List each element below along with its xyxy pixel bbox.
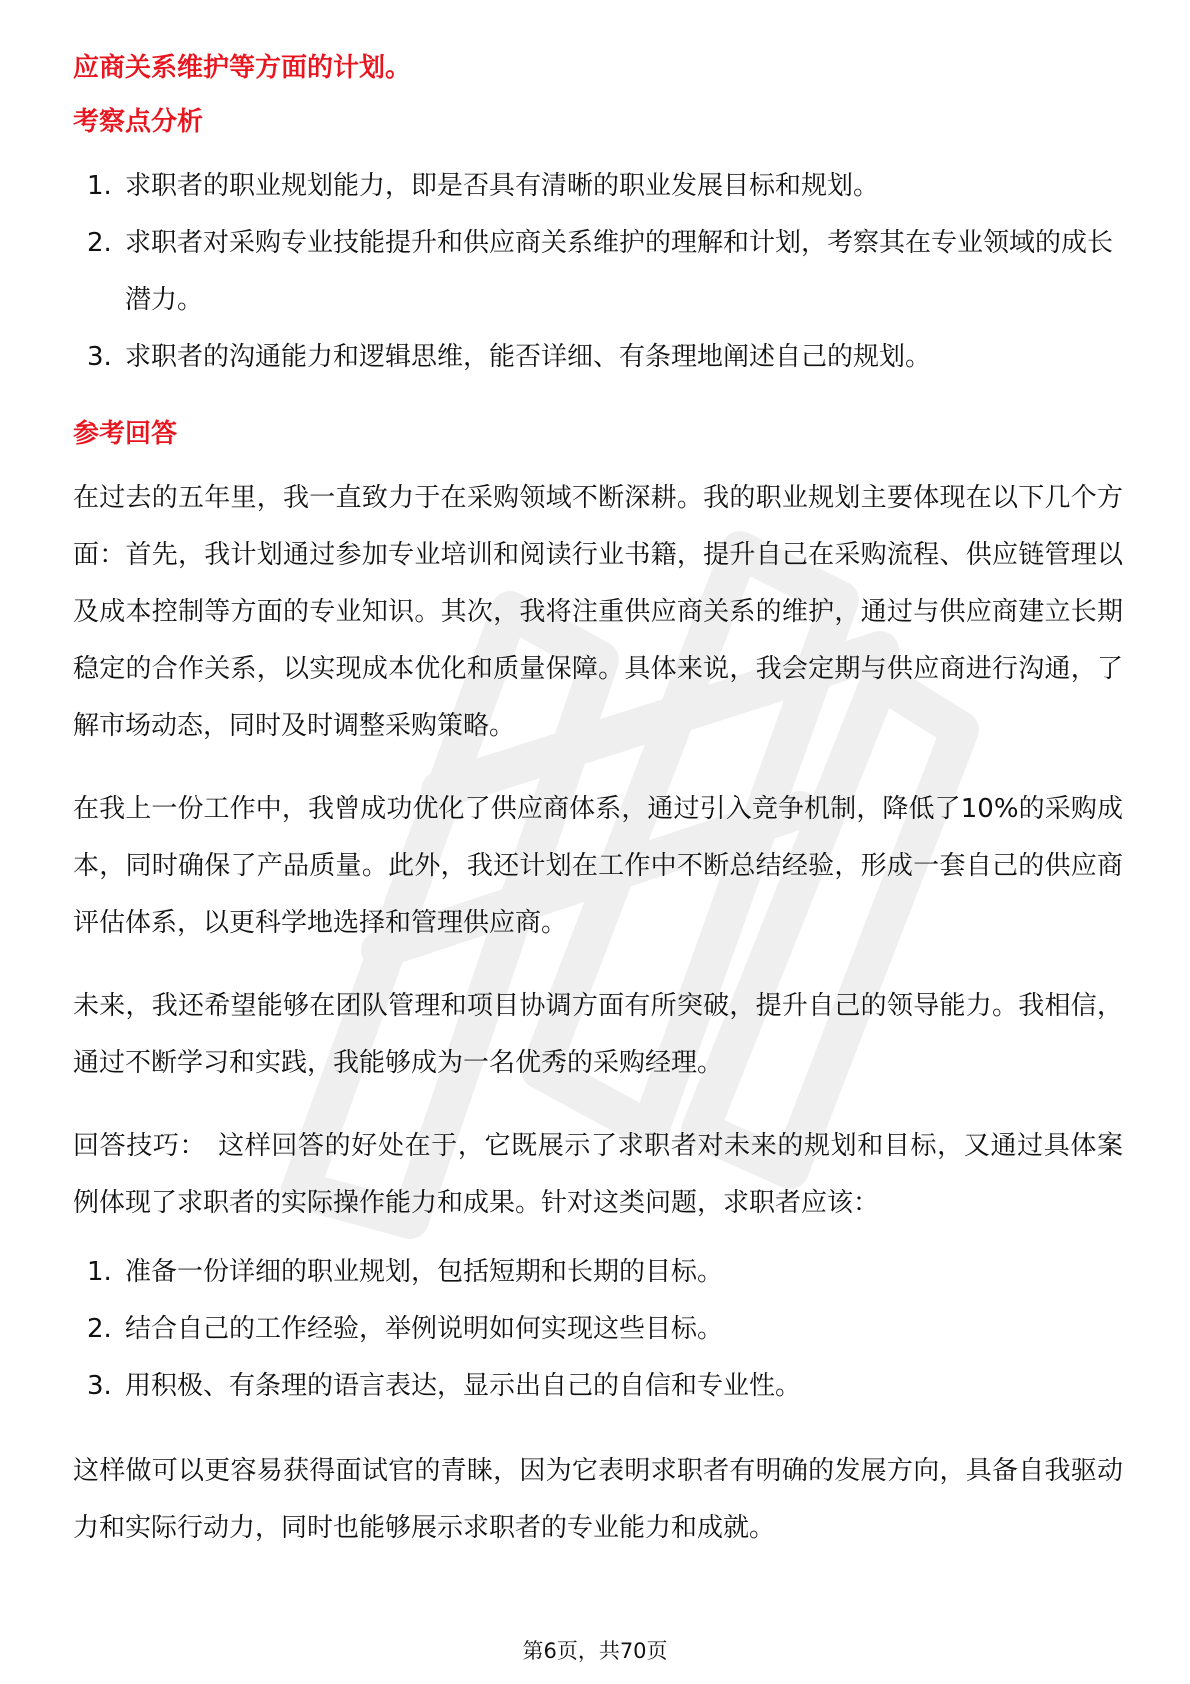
list-item [73,1301,1123,1358]
list-item [73,158,1123,215]
list-item-text: 求职者的职业规划能力，即是否具有清晰的职业发展目标和规划。 [125,171,880,201]
reference-answer-heading: 参考回答 [73,419,178,449]
list-item-text: 求职者的沟通能力和逻辑思维，能否详细、有条理地阐述自己的规划。 [125,342,932,372]
list-item-text: 准备一份详细的职业规划，包括短期和长期的目标。 [125,1257,724,1287]
list-item-number: 1. [87,1257,112,1287]
list-item-text: 结合自己的工作经验，举例说明如何实现这些目标。 [125,1314,724,1344]
list-item [73,329,1123,386]
list-item-number: 3. [87,1371,112,1401]
document-content [73,48,1123,1583]
analysis-heading: 考察点分析 [73,107,204,137]
analysis-list [73,158,1123,386]
tips-text: 这样回答的好处在于，它既展示了求职者对未来的规划和目标，又通过具体案例体现了求职者的实际操作能力和成果。针对这类问题，求职者应该： [73,1131,1123,1218]
conclusion-paragraph: 这样做可以更容易获得面试官的青睐，因为它表明求职者有明确的发展方向，具备自我驱动力和实际行动力，同时也能够展示求职者的专业能力和成就。 [73,1456,1123,1543]
list-item-number: 2. [87,1314,112,1344]
page-number: 第6页，共70页 [522,1639,668,1663]
list-item [73,1244,1123,1301]
answer-paragraph: 在我上一份工作中，我曾成功优化了供应商体系，通过引入竞争机制，降低了10%的采购成本，同时确保了产品质量。此外，我还计划在工作中不断总结经验，形成一套自己的供应商评估体系，以更科学地选择和管理供应商。 [73,794,1123,938]
list-item-text: 求职者对采购专业技能提升和供应商关系维护的理解和计划，考察其在专业领域的成长潜力。 [125,228,1114,315]
tips-paragraph [73,1118,1123,1232]
list-item-number: 1. [87,171,112,201]
answer-paragraph: 未来，我还希望能够在团队管理和项目协调方面有所突破，提升自己的领导能力。我相信，通过不断学习和实践，我能够成为一名优秀的采购经理。 [73,991,1123,1078]
answer-paragraph: 在过去的五年里，我一直致力于在采购领域不断深耕。我的职业规划主要体现在以下几个方面：首先，我计划通过参加专业培训和阅读行业书籍，提升自己在采购流程、供应链管理以及成本控制等方面的专业知识。其次，我将注重供应商关系的维护，通过与供应商建立长期稳定的合作关系，以实现成本优化和质量保障。具体来说，我会定期与供应商进行沟通，了解市场动态，同时及时调整采购策略。 [73,483,1123,741]
list-item [73,215,1123,329]
list-item-text: 用积极、有条理的语言表达，显示出自己的自信和专业性。 [125,1371,802,1401]
tips-label: 回答技巧： [73,1131,207,1161]
tips-list [73,1244,1123,1415]
list-item [73,1358,1123,1415]
list-item-number: 2. [87,228,112,258]
list-item-number: 3. [87,342,112,372]
continued-heading-line: 应商关系维护等方面的计划。 [73,53,412,83]
